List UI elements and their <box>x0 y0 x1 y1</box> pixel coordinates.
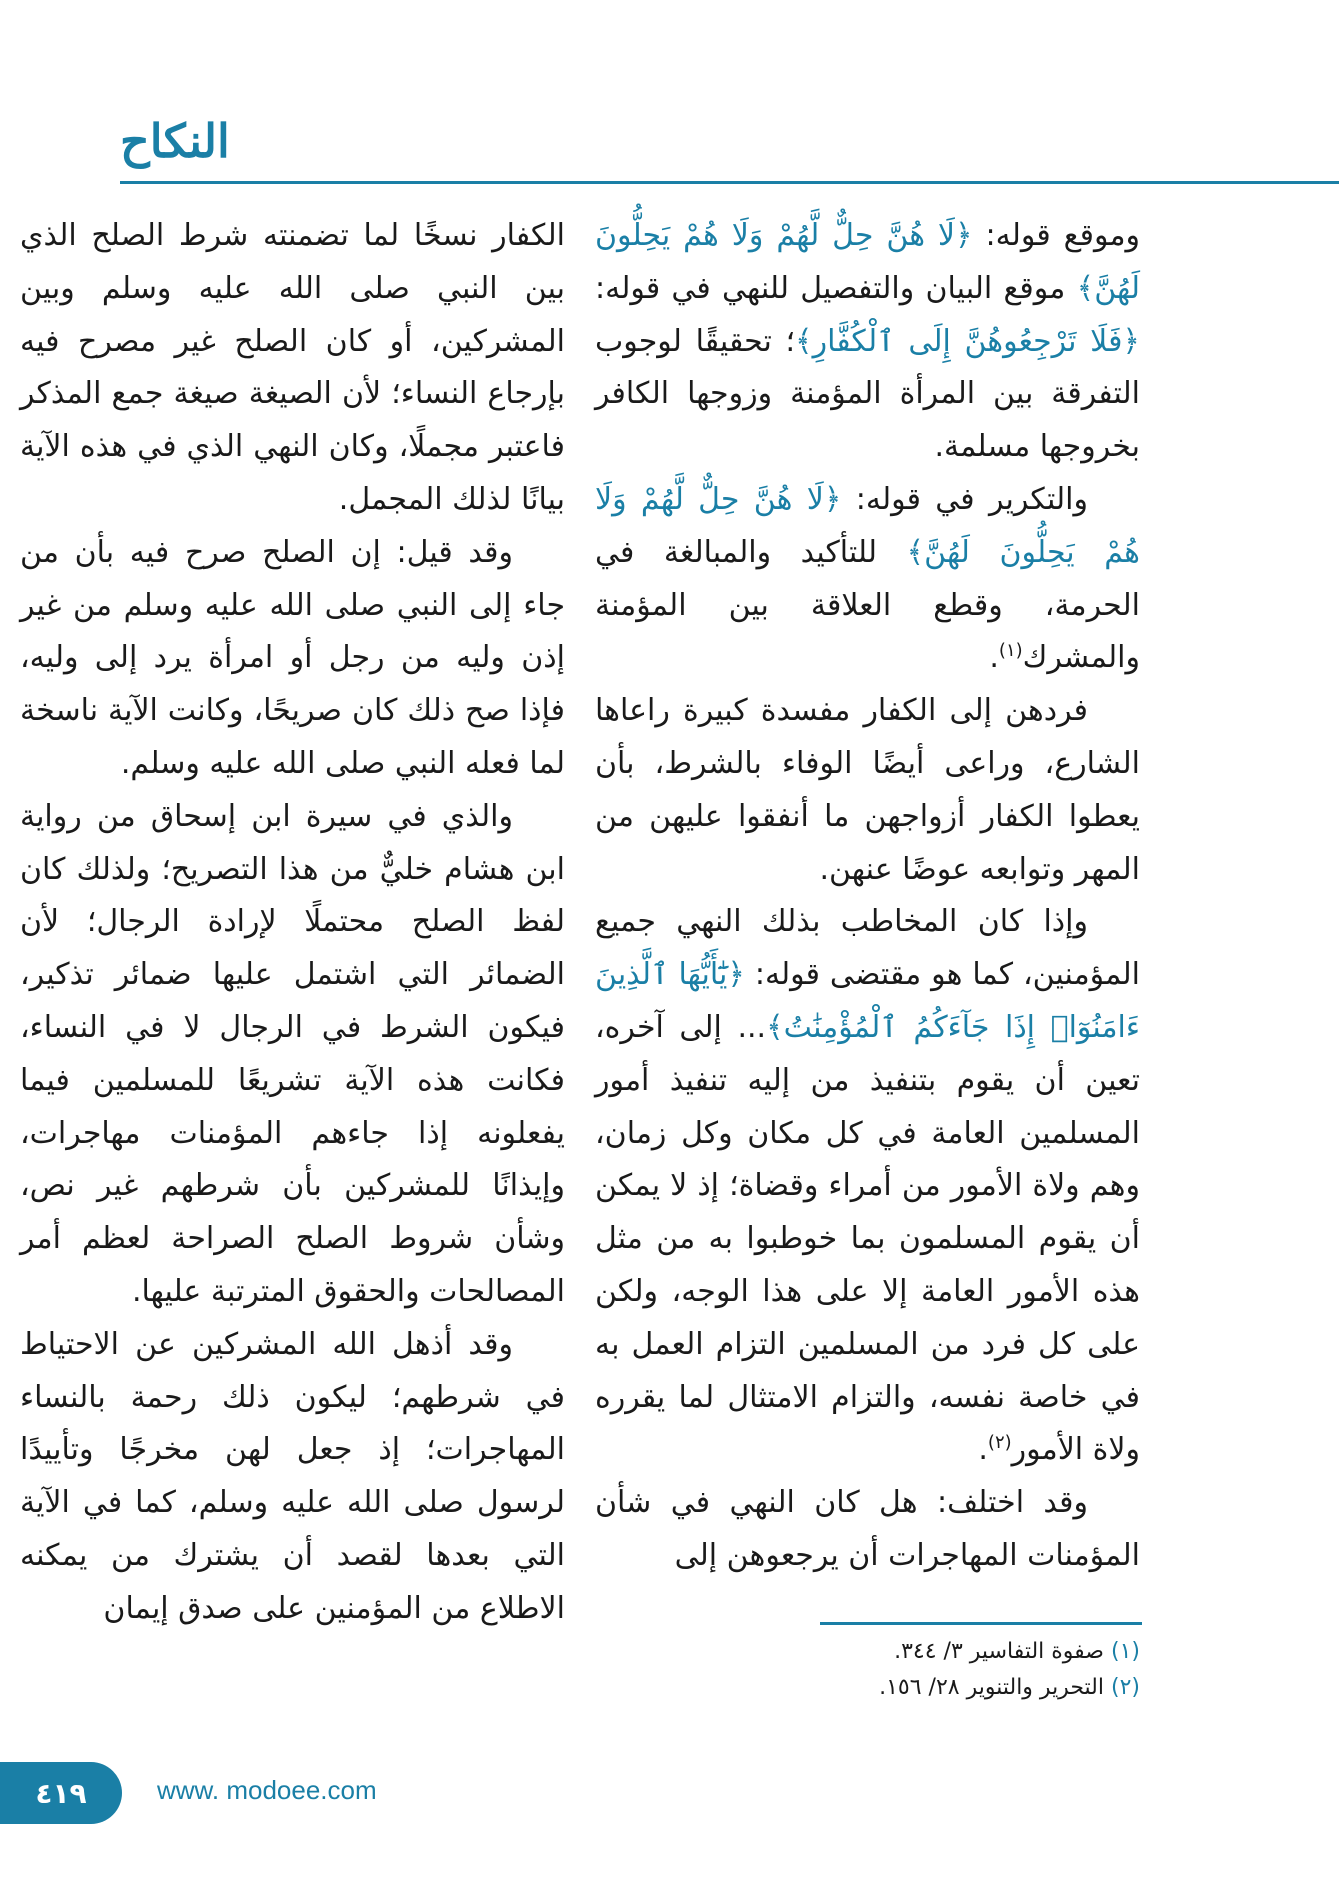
footnote-ref[interactable]: (١) <box>998 640 1023 662</box>
paragraph: والذي في سيرة ابن إسحاق من رواية ابن هشام خليٌّ من هذا التصريح؛ ولذلك كان لفظ الصلح محتملًا لإرادة الرجال؛ لأن الضمائر التي اشتمل عليها ضمائر تذكير، فيكون الشرط في الرجال لا في النساء، فكانت هذه الآية تشريعًا للمسلمين فيما يفعلونه إذا جاءهم المؤمنات مهاجرات، وإيذانًا للمشركين بأن شرطهم غير نص، وشأن شروط الصلح الصراحة لعظم أمر المصالحات والحقوق المترتبة عليها. <box>20 798 565 1309</box>
quran-verse: يَٰٓأَيُّهَا ٱلَّذِينَ ءَامَنُوٓا۟ إِذَا جَآءَكُمُ ٱلْمُؤْمِنَٰتُ <box>595 957 1140 1045</box>
paragraph: وقد اختلف: هل كان النهي في شأن المؤمنات المهاجرات أن يرجعوهن إلى <box>595 1485 1140 1573</box>
website-link[interactable]: www. modoee.com <box>157 1775 377 1805</box>
page-number-badge: ٤١٩ <box>0 1762 122 1824</box>
paragraph: والتكرير في قوله: ﴿لَا هُنَّ حِلٌّ لَّهُمْ وَلَا هُمْ يَحِلُّونَ لَهُنَّ﴾ للتأكيد والمبالغة في الحرمة، وقطع العلاقة بين المؤمنة والمشرك$^{(١)}$. <box>595 481 1140 676</box>
quran-verse: لَا هُنَّ حِلٌّ لَّهُمْ وَلَا هُمْ يَحِلُّونَ لَهُنَّ <box>595 218 1140 306</box>
paragraph: وموقع قوله: ﴿لَا هُنَّ حِلٌّ لَّهُمْ وَلَا هُمْ يَحِلُّونَ لَهُنَّ﴾ موقع البيان والتفصيل للنهي في قوله: ﴿فَلَا تَرْجِعُوهُنَّ إِلَى ٱلْكُفَّارِ﴾؛ تحقيقًا لوجوب التفرقة بين المرأة المؤمنة وزوجها الكافر بخروجها مسلمة. <box>595 218 1140 465</box>
paragraph: وقد قيل: إن الصلح صرح فيه بأن من جاء إلى النبي صلى الله عليه وسلم من غير إذن وليه من رجل أو امرأة يرد إلى وليه، فإذا صح ذلك كان صريحًا، وكانت الآية ناسخة لما فعله النبي صلى الله عليه وسلم. <box>20 534 565 781</box>
paragraph: الكفار نسخًا لما تضمنته شرط الصلح الذي بين النبي صلى الله عليه وسلم وبين المشركين، أو كان الصلح غير مصرح فيه بإرجاع النساء؛ لأن الصيغة صيغة جمع المذكر فاعتبر مجملًا، وكان النهي الذي في هذه الآية بيانًا لذلك المجمل. <box>20 218 565 517</box>
paragraph: فردهن إلى الكفار مفسدة كبيرة راعاها الشارع، وراعى أيضًا الوفاء بالشرط، بأن يعطوا الكفار أزواجهن ما أنفقوا عليهن من المهر وتوابعه عوضًا عنهن. <box>595 693 1140 887</box>
page-title: النكاح <box>120 114 230 168</box>
footnote-divider <box>820 1622 1142 1625</box>
footnote-ref[interactable]: (٢) <box>987 1432 1012 1454</box>
paragraph: وقد أذهل الله المشركين عن الاحتياط في شرطهم؛ ليكون ذلك رحمة بالنساء المهاجرات؛ إذ جعل لهن مخرجًا وتأييدًا لرسول صلى الله عليه وسلم، كما في الآية التي بعدها لقصد أن يشترك من يمكنه الاطلاع من المؤمنين على صدق إيمان <box>20 1326 565 1626</box>
paragraph: وإذا كان المخاطب بذلك النهي جميع المؤمنين، كما هو مقتضى قوله: ﴿يَٰٓأَيُّهَا ٱلَّذِينَ ءَامَنُوٓا۟ إِذَا جَآءَكُمُ ٱلْمُؤْمِنَٰتُ﴾... إلى آخره، تعين أن يقوم بتنفيذ من إليه تنفيذ أمور المسلمين العامة في كل مكان وكل زمان، وهم ولاة الأمور من أمراء وقضاة؛ إذ لا يمكن أن يقوم المسلمون بما خوطبوا به من مثل هذه الأمور العامة إلا على هذا الوجه، ولكن على كل فرد من المسلمين التزام العمل به في خاصة نفسه، والتزام الامتثال لما يقرره ولاة الأمور$^{(٢)}$. <box>595 904 1140 1468</box>
quran-verse: فَلَا تَرْجِعُوهُنَّ إِلَى ٱلْكُفَّارِ <box>812 323 1123 359</box>
left-column <box>20 210 565 1636</box>
footnotes <box>640 1634 1140 1706</box>
footnote-item: (١) صفوة التفاسير ٣/ ٣٤٤. <box>894 1639 1140 1664</box>
footnote-item: (٢) التحرير والتنوير ٢٨/ ١٥٦. <box>879 1675 1140 1700</box>
quran-verse: لَا هُنَّ حِلٌّ لَّهُمْ وَلَا هُمْ يَحِلُّونَ لَهُنَّ <box>595 481 1140 570</box>
header-divider <box>120 181 1339 184</box>
right-column <box>595 210 1140 1583</box>
